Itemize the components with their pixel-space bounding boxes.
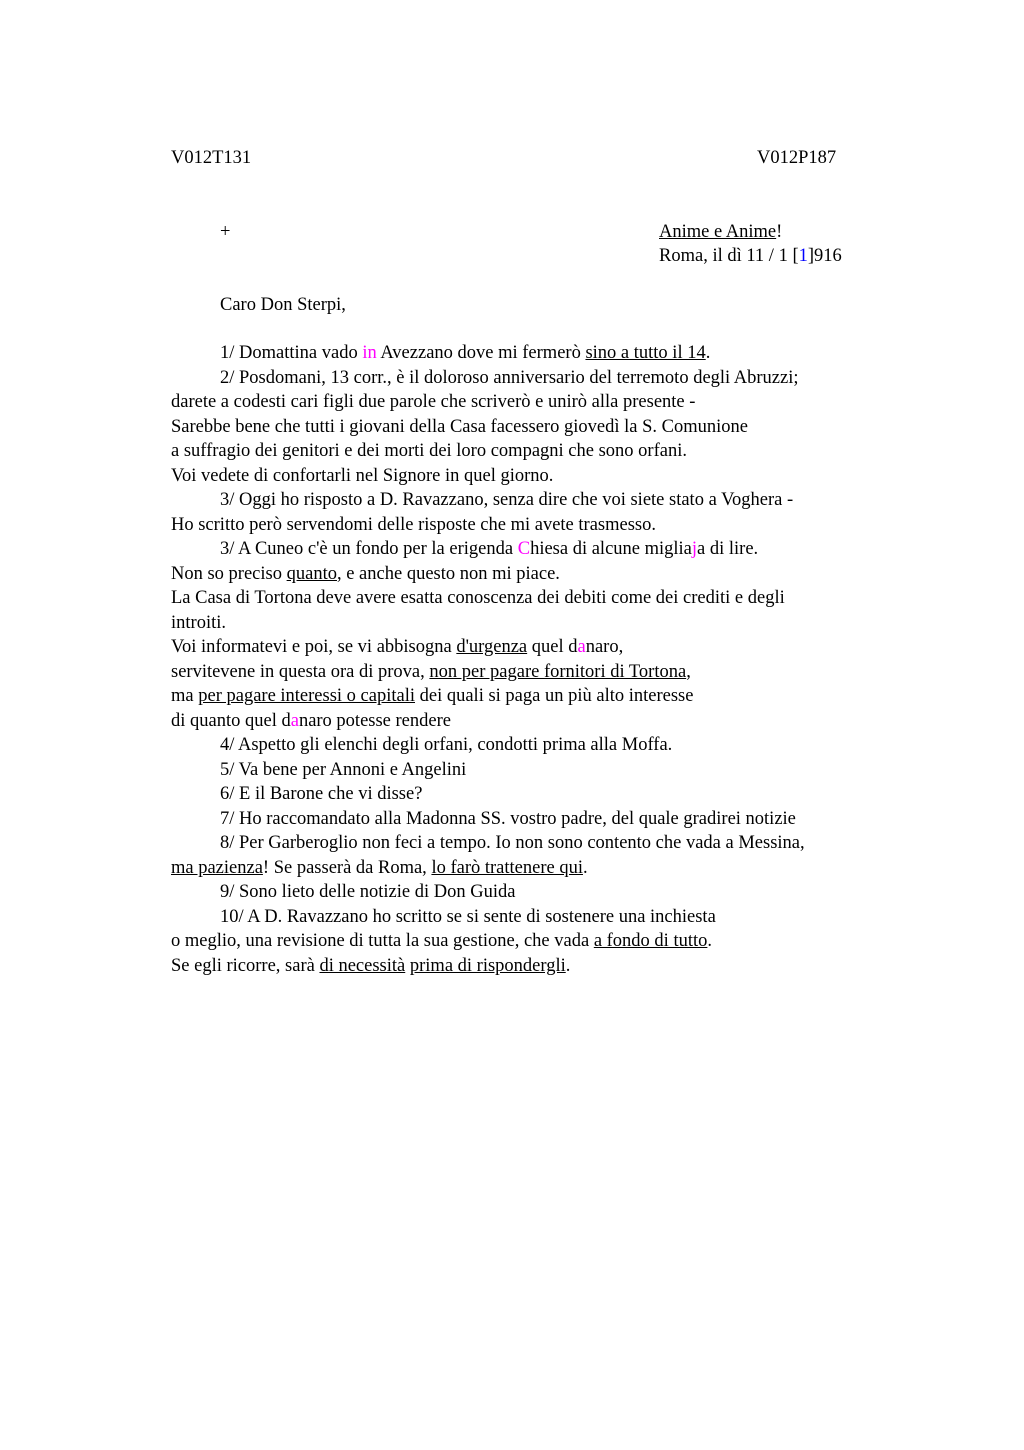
dateline-start: Roma, il dì 11 / 1 [ [659,246,799,266]
letter-line [171,513,891,538]
document-code-right: V012P187 [757,148,837,168]
line-text: servitevene in questa ora di prova, [171,661,430,682]
salutation: Caro Don Sterpi, [220,295,346,315]
line-text: . [565,955,571,976]
cross-symbol: + [220,222,231,242]
letter-line [171,415,891,440]
line-text: 6/ E il Barone che vi disse? [220,784,423,804]
letter-line [171,635,891,660]
dateline [659,244,842,268]
underlined-text: ma pazienza [171,857,263,878]
line-text: a suffragio dei genitori e dei morti dei loro compagni che sono orfani. [171,441,687,461]
letter-line [171,341,891,366]
line-text: 3/ A Cuneo c'è un fondo per la erigenda [220,539,518,559]
letter-line [171,562,891,587]
line-text: 5/ Va bene per Annoni e Angelini [220,759,467,780]
line-text: 8/ Per Garberoglio non feci a tempo. Io non sono contento che vada a Messina, [220,833,805,853]
letter-line [171,439,891,464]
line-text: naro potesse rendere [298,710,451,731]
motto-text: Anime e Anime [659,222,777,242]
letter-line [171,537,891,562]
underlined-text: non per pagare fornitori di Tortona [429,661,687,682]
line-text: . [582,857,588,878]
highlighted-text: j [691,539,698,559]
highlighted-text: C [517,539,531,559]
letter-line [171,807,891,832]
line-text: Voi vedete di confortarli nel Signore in quel giorno. [171,465,554,486]
letter-line [171,856,891,881]
underlined-text: lo farò trattenere qui [431,857,583,878]
line-text: naro, [585,637,624,657]
letter-line [171,464,891,489]
motto-exclamation: ! [776,222,783,242]
line-text: La Casa di Tortona deve avere esatta conoscenza dei debiti come dei crediti e degli [171,588,785,608]
line-text: Avezzano dove mi fermerò [376,343,586,363]
underlined-text: quanto [286,563,337,584]
letter-line [171,488,891,513]
letter-line [171,954,891,979]
line-text: , e anche questo non mi piace. [336,563,560,584]
line-text: Se egli ricorre, sarà [171,955,320,976]
line-text: . [705,343,711,363]
letter-line [171,366,891,391]
underlined-text: prima di rispondergli [409,955,566,976]
line-text: 2/ Posdomani, 13 corr., è il doloroso anniversario del terremoto degli Abruzzi; [220,367,799,388]
line-text: hiesa di alcune miglia [530,539,692,559]
underlined-text: a fondo di tutto [593,931,708,951]
line-text: , [686,661,691,682]
line-text: Voi informatevi e poi, se vi abbisogna [171,637,457,657]
line-text: 1/ Domattina vado [220,343,363,363]
line-text: dei quali si paga un più alto interesse [415,686,694,706]
line-text: 3/ Oggi ho risposto a D. Ravazzano, senza dire che voi siete stato a Voghera - [220,490,794,510]
underlined-text: d'urgenza [456,637,528,657]
letter-line [171,905,891,930]
letter-line [171,831,891,856]
line-text: Non so preciso [171,563,287,584]
underlined-text: di necessità [319,955,406,976]
highlighted-text: a [290,710,299,731]
letter-line [171,733,891,758]
underlined-text: per pagare interessi o capitali [198,686,415,706]
line-text: di quanto quel d [171,710,291,731]
letter-body [171,341,891,978]
line-text: darete a codesti cari figli due parole che scriverò e unirò alla presente - [171,392,696,412]
dateline-end: ]916 [807,246,842,266]
letter-line [171,390,891,415]
letter-line [171,929,891,954]
dateline-bracket-digit: 1 [798,246,808,266]
line-text: a di lire. [697,539,759,559]
line-text: Ho scritto però servendomi delle risposte che mi avete trasmesso. [171,514,656,535]
letter-line [171,782,891,807]
line-text: 7/ Ho raccomandato alla Madonna SS. vostro padre, del quale gradirei notizie [220,808,796,829]
line-text: ! Se passerà da Roma, [262,857,432,878]
letter-line [171,611,891,636]
line-text: 4/ Aspetto gli elenchi degli orfani, condotti prima alla Moffa. [220,735,673,755]
letter-line [171,660,891,685]
line-text: ma [171,686,199,706]
document-code-left: V012T131 [171,148,252,168]
line-text: o meglio, una revisione di tutta la sua gestione, che vada [171,931,594,951]
letter-line [171,880,891,905]
line-text: Sarebbe bene che tutti i giovani della Casa facessero giovedì la S. Comunione [171,416,748,437]
underlined-text: sino a tutto il 14 [585,343,706,363]
highlighted-text: in [362,343,377,363]
letter-line [171,758,891,783]
letter-line [171,586,891,611]
line-text: 9/ Sono lieto delle notizie di Don Guida [220,882,516,902]
line-text: introiti. [171,612,226,633]
letter-line [171,684,891,709]
motto [659,220,782,244]
line-text: quel d [527,637,578,657]
line-text: . [707,931,712,951]
highlighted-text: a [577,637,586,657]
letter-line [171,709,891,734]
line-text: 10/ A D. Ravazzano ho scritto se si sente di sostenere una inchiesta [220,906,716,927]
